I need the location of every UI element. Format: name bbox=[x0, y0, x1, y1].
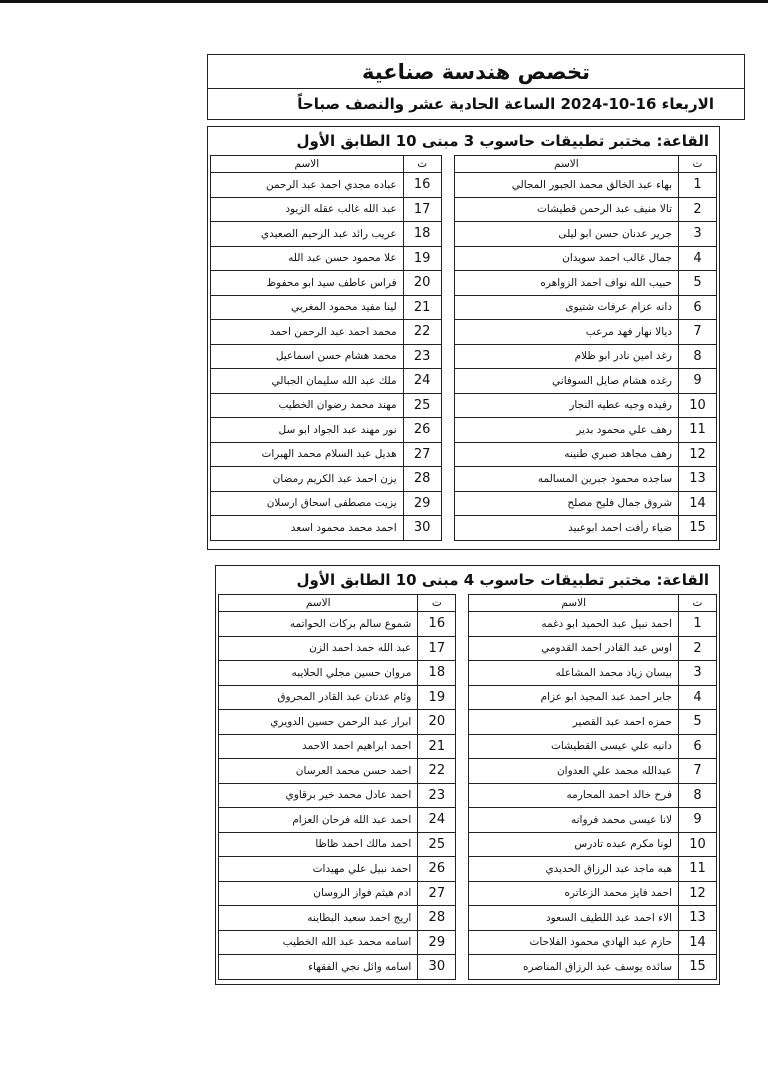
student-number: 23 bbox=[418, 783, 456, 808]
column-gap bbox=[456, 955, 469, 980]
student-name: رهف مجاهد صبري طنينه bbox=[454, 442, 678, 467]
student-number: 15 bbox=[679, 955, 717, 980]
column-gap bbox=[441, 271, 454, 296]
student-number: 6 bbox=[679, 734, 717, 759]
student-name: احمد عادل محمد خير برقاوي bbox=[219, 783, 418, 808]
student-name: فرح خالد احمد المحارمه bbox=[469, 783, 679, 808]
student-name: احمد نبيل علي مهيدات bbox=[219, 857, 418, 882]
exam-datetime: الاربعاء 16-10-2024 الساعة الحادية عشر والنصف صباحاً bbox=[297, 95, 714, 113]
student-number: 27 bbox=[403, 442, 441, 467]
student-number: 15 bbox=[679, 516, 717, 541]
student-name: سائده يوسف عبد الرزاق المناصره bbox=[469, 955, 679, 980]
student-name: الاء احمد عبد اللطيف السعود bbox=[469, 906, 679, 931]
student-number: 14 bbox=[679, 491, 717, 516]
col-header-name-left: الاسم bbox=[219, 595, 418, 612]
student-name: احمد حسن محمد العرسان bbox=[219, 759, 418, 784]
column-gap bbox=[441, 173, 454, 198]
student-name: ساجده محمود جبرين المسالمه bbox=[454, 467, 678, 492]
table-row bbox=[211, 295, 717, 320]
table-row bbox=[211, 197, 717, 222]
student-number: 26 bbox=[403, 418, 441, 443]
student-number: 5 bbox=[679, 710, 717, 735]
student-number: 12 bbox=[679, 442, 717, 467]
student-number: 21 bbox=[418, 734, 456, 759]
student-number: 22 bbox=[403, 320, 441, 345]
student-number: 25 bbox=[403, 393, 441, 418]
student-name: رغده هشام صايل السوفاني bbox=[454, 369, 678, 394]
student-name: حبيب الله نواف احمد الزواهره bbox=[454, 271, 678, 296]
student-name: لينا مفيد محمود المغربي bbox=[211, 295, 404, 320]
student-number: 30 bbox=[403, 516, 441, 541]
student-number: 2 bbox=[679, 197, 717, 222]
student-number: 1 bbox=[679, 173, 717, 198]
student-name: وئام عدنان عبد القادر المحروق bbox=[219, 685, 418, 710]
student-number: 25 bbox=[418, 832, 456, 857]
student-number: 14 bbox=[679, 930, 717, 955]
column-gap bbox=[441, 491, 454, 516]
student-name: عبد الله حمد احمد الزن bbox=[219, 636, 418, 661]
student-name: نور مهند عبد الجواد ابو سل bbox=[211, 418, 404, 443]
column-gap bbox=[441, 393, 454, 418]
table-row bbox=[219, 955, 717, 980]
student-name: ابرار عبد الرحمن حسين الدويري bbox=[219, 710, 418, 735]
student-name: لونا مكرم عبده تادرس bbox=[469, 832, 679, 857]
student-name: محمد احمد عبد الرحمن احمد bbox=[211, 320, 404, 345]
table-row bbox=[219, 661, 717, 686]
table-row bbox=[219, 857, 717, 882]
table-row bbox=[211, 491, 717, 516]
student-number: 12 bbox=[679, 881, 717, 906]
table-row bbox=[211, 222, 717, 247]
column-gap bbox=[456, 759, 469, 784]
student-number: 19 bbox=[418, 685, 456, 710]
table-row bbox=[219, 930, 717, 955]
table-row bbox=[211, 393, 717, 418]
student-number: 28 bbox=[403, 467, 441, 492]
column-gap bbox=[456, 612, 469, 637]
student-name: محمد هشام حسن اسماعيل bbox=[211, 344, 404, 369]
table-row bbox=[211, 467, 717, 492]
student-number: 17 bbox=[418, 636, 456, 661]
col-header-number-right: ت bbox=[679, 156, 717, 173]
col-header-number-right: ت bbox=[679, 595, 717, 612]
table-row bbox=[219, 881, 717, 906]
student-number: 24 bbox=[403, 369, 441, 394]
student-name: عباده مجدي احمد عبد الرحمن bbox=[211, 173, 404, 198]
document-header bbox=[207, 54, 745, 120]
column-gap bbox=[456, 881, 469, 906]
column-gap bbox=[456, 906, 469, 931]
col-header-name-right: الاسم bbox=[469, 595, 679, 612]
table-row bbox=[211, 418, 717, 443]
student-name: احمد فايز محمد الزعاتره bbox=[469, 881, 679, 906]
col-header-number-left: ت bbox=[403, 156, 441, 173]
student-name: جرير عدنان حسن ابو ليلى bbox=[454, 222, 678, 247]
student-number: 29 bbox=[403, 491, 441, 516]
student-number: 5 bbox=[679, 271, 717, 296]
student-number: 7 bbox=[679, 759, 717, 784]
student-name: مهند محمد رضوان الخطيب bbox=[211, 393, 404, 418]
column-gap bbox=[441, 156, 454, 173]
student-name: اريج احمد سعيد البطاينه bbox=[219, 906, 418, 931]
table-row bbox=[219, 612, 717, 637]
student-name: علا محمود حسن عبد الله bbox=[211, 246, 404, 271]
student-name: هديل عبد السلام محمد الهبرات bbox=[211, 442, 404, 467]
student-name: احمد ابراهيم احمد الاحمد bbox=[219, 734, 418, 759]
student-name: شروق جمال فليح مصلح bbox=[454, 491, 678, 516]
column-gap bbox=[441, 369, 454, 394]
table-row bbox=[219, 636, 717, 661]
student-number: 1 bbox=[679, 612, 717, 637]
top-border-line bbox=[0, 0, 768, 3]
column-gap bbox=[456, 710, 469, 735]
student-number: 23 bbox=[403, 344, 441, 369]
student-number: 13 bbox=[679, 467, 717, 492]
table-row bbox=[219, 808, 717, 833]
hall-1-title: القاعة: مختبر تطبيقات حاسوب 3 مبنى 10 الطابق الأول bbox=[296, 132, 709, 150]
student-number: 21 bbox=[403, 295, 441, 320]
student-number: 16 bbox=[418, 612, 456, 637]
student-number: 13 bbox=[679, 906, 717, 931]
student-name: رهف علي محمود بدير bbox=[454, 418, 678, 443]
column-gap bbox=[441, 516, 454, 541]
student-number: 8 bbox=[679, 344, 717, 369]
student-name: بهاء عبد الخالق محمد الجبور المجالي bbox=[454, 173, 678, 198]
student-name: احمد نبيل عبد الحميد ابو دغمه bbox=[469, 612, 679, 637]
student-number: 2 bbox=[679, 636, 717, 661]
student-name: احمد عبد الله فرحان العزام bbox=[219, 808, 418, 833]
student-number: 9 bbox=[679, 808, 717, 833]
column-gap bbox=[441, 418, 454, 443]
student-number: 26 bbox=[418, 857, 456, 882]
student-number: 11 bbox=[679, 418, 717, 443]
student-name: حازم عبد الهادي محمود الفلاحات bbox=[469, 930, 679, 955]
student-number: 29 bbox=[418, 930, 456, 955]
column-gap bbox=[456, 832, 469, 857]
column-gap bbox=[456, 930, 469, 955]
student-number: 3 bbox=[679, 661, 717, 686]
hall-2-roster-table bbox=[218, 594, 717, 980]
column-gap bbox=[441, 467, 454, 492]
student-name: ادم هيثم فواز الروسان bbox=[219, 881, 418, 906]
table-row bbox=[219, 832, 717, 857]
table-row bbox=[211, 442, 717, 467]
student-name: عريب رائد عبد الرحيم الصعيدي bbox=[211, 222, 404, 247]
table-row bbox=[211, 320, 717, 345]
student-name: هبه ماجد عبد الرزاق الحديدي bbox=[469, 857, 679, 882]
student-name: عبد الله غالب عقله الزيود bbox=[211, 197, 404, 222]
column-gap bbox=[456, 636, 469, 661]
column-gap bbox=[441, 442, 454, 467]
student-name: شموع سالم بركات الحواتمه bbox=[219, 612, 418, 637]
student-name: دانيه علي عيسى القطيشات bbox=[469, 734, 679, 759]
page-title: تخصص هندسة صناعية bbox=[208, 55, 744, 89]
student-name: اسامه محمد عبد الله الخطيب bbox=[219, 930, 418, 955]
student-name: رفيده وجيه عطيه النجار bbox=[454, 393, 678, 418]
column-gap bbox=[456, 783, 469, 808]
table-row bbox=[211, 271, 717, 296]
student-number: 24 bbox=[418, 808, 456, 833]
student-name: حمزه احمد عبد القصير bbox=[469, 710, 679, 735]
student-number: 6 bbox=[679, 295, 717, 320]
student-name: عبدالله محمد علي العدوان bbox=[469, 759, 679, 784]
student-name: دانه عزام عرفات شتيوى bbox=[454, 295, 678, 320]
student-number: 28 bbox=[418, 906, 456, 931]
table-row bbox=[219, 685, 717, 710]
table-row bbox=[219, 759, 717, 784]
student-name: تالا منيف عبد الرحمن قطيشات bbox=[454, 197, 678, 222]
student-number: 27 bbox=[418, 881, 456, 906]
student-number: 3 bbox=[679, 222, 717, 247]
student-name: جابر احمد عبد المجيد ابو عزام bbox=[469, 685, 679, 710]
column-gap bbox=[441, 222, 454, 247]
student-number: 20 bbox=[418, 710, 456, 735]
column-gap bbox=[456, 734, 469, 759]
table-row bbox=[219, 710, 717, 735]
student-name: اسامه وائل نجي الفقهاء bbox=[219, 955, 418, 980]
student-number: 22 bbox=[418, 759, 456, 784]
student-name: احمد محمد محمود اسعد bbox=[211, 516, 404, 541]
table-row bbox=[211, 369, 717, 394]
table-row bbox=[211, 246, 717, 271]
table-row bbox=[211, 173, 717, 198]
student-number: 18 bbox=[418, 661, 456, 686]
student-name: ضياء رأفت احمد ابوعبيد bbox=[454, 516, 678, 541]
student-number: 20 bbox=[403, 271, 441, 296]
student-name: مروان حسين مجلي الحلايبه bbox=[219, 661, 418, 686]
column-gap bbox=[456, 661, 469, 686]
col-header-name-right: الاسم bbox=[454, 156, 678, 173]
table-header-row bbox=[211, 156, 717, 173]
table-row bbox=[211, 344, 717, 369]
hall-2-title: القاعة: مختبر تطبيقات حاسوب 4 مبنى 10 الطابق الأول bbox=[296, 571, 709, 589]
student-name: ملك عبد الله سليمان الجبالي bbox=[211, 369, 404, 394]
student-number: 18 bbox=[403, 222, 441, 247]
student-number: 4 bbox=[679, 246, 717, 271]
hall-1-roster-table bbox=[210, 155, 717, 541]
student-name: يزن احمد عبد الكريم رمضان bbox=[211, 467, 404, 492]
table-row bbox=[219, 783, 717, 808]
column-gap bbox=[441, 320, 454, 345]
student-name: جمال غالب احمد سويدان bbox=[454, 246, 678, 271]
column-gap bbox=[441, 197, 454, 222]
col-header-name-left: الاسم bbox=[211, 156, 404, 173]
student-number: 19 bbox=[403, 246, 441, 271]
student-number: 7 bbox=[679, 320, 717, 345]
column-gap bbox=[456, 685, 469, 710]
student-number: 8 bbox=[679, 783, 717, 808]
col-header-number-left: ت bbox=[418, 595, 456, 612]
student-name: يزيت مصطفى اسحاق ارسلان bbox=[211, 491, 404, 516]
column-gap bbox=[441, 246, 454, 271]
column-gap bbox=[441, 344, 454, 369]
student-number: 10 bbox=[679, 393, 717, 418]
column-gap bbox=[456, 808, 469, 833]
column-gap bbox=[456, 595, 469, 612]
student-name: اوس عبد القادر احمد القدومي bbox=[469, 636, 679, 661]
student-number: 11 bbox=[679, 857, 717, 882]
student-number: 30 bbox=[418, 955, 456, 980]
student-number: 16 bbox=[403, 173, 441, 198]
student-number: 17 bbox=[403, 197, 441, 222]
student-name: ديالا نهار فهد مرعب bbox=[454, 320, 678, 345]
student-name: احمد مالك احمد ظاظا bbox=[219, 832, 418, 857]
table-row bbox=[219, 734, 717, 759]
student-name: بيسان زياد محمد المشاعله bbox=[469, 661, 679, 686]
student-number: 9 bbox=[679, 369, 717, 394]
column-gap bbox=[441, 295, 454, 320]
table-row bbox=[211, 516, 717, 541]
student-name: رغد امين نادر ابو ظلام bbox=[454, 344, 678, 369]
table-row bbox=[219, 906, 717, 931]
column-gap bbox=[456, 857, 469, 882]
student-name: لانا عيسى محمد فروانه bbox=[469, 808, 679, 833]
student-name: فراس عاطف سيد ابو محفوظ bbox=[211, 271, 404, 296]
student-number: 4 bbox=[679, 685, 717, 710]
table-header-row bbox=[219, 595, 717, 612]
student-number: 10 bbox=[679, 832, 717, 857]
